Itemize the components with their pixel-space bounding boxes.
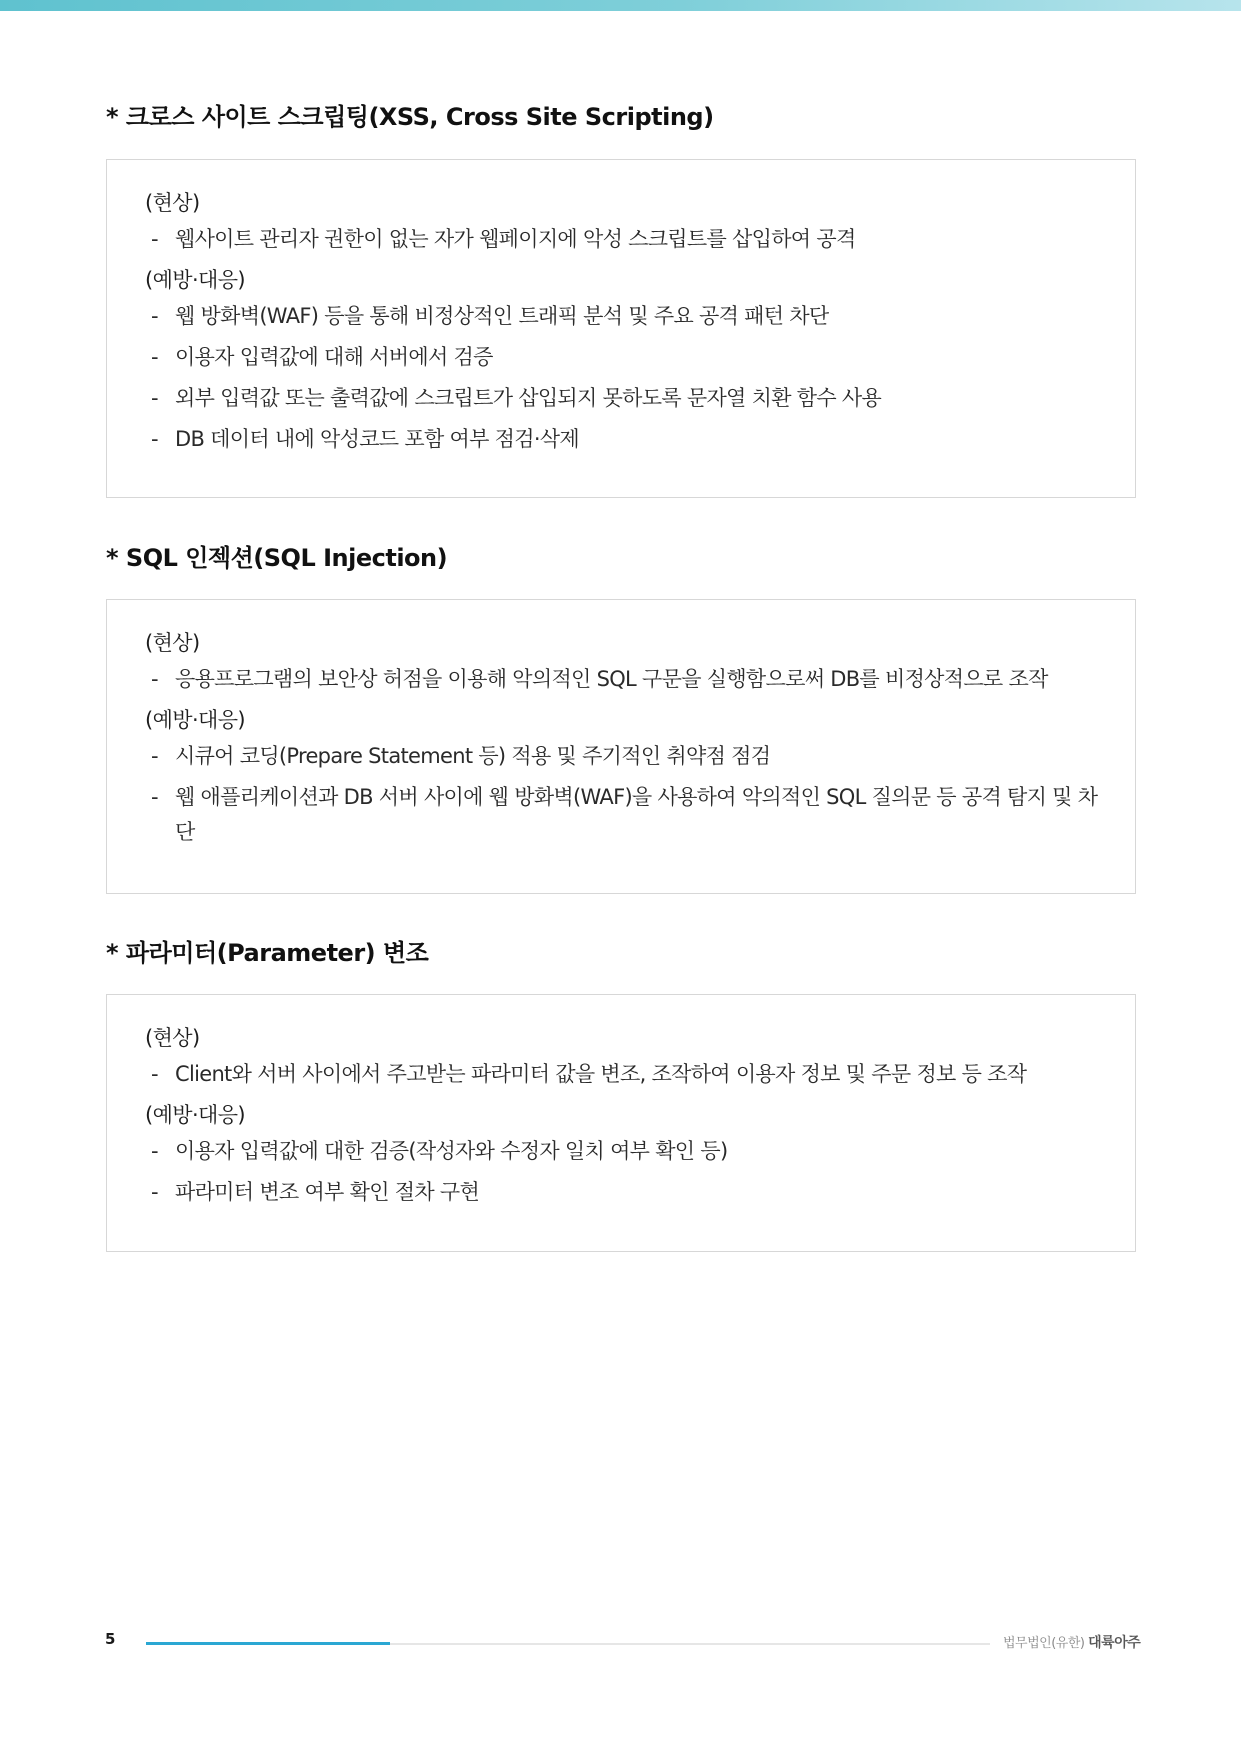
list-item-text: 웹 애플리케이션과 DB 서버 사이에 웹 방화벽(WAF)을 사용하여 악의적인 SQL 질의문 등 공격 탐지 및 차단 — [175, 785, 1098, 844]
list-item-text: 이용자 입력값에 대한 검증(작성자와 수정자 일치 여부 확인 등) — [175, 1139, 728, 1163]
symptom-label: (현상) — [145, 191, 200, 215]
footer-progress-fill — [146, 1642, 390, 1645]
response-label: (예방·대응) — [145, 268, 246, 292]
list-item — [145, 422, 1099, 457]
section-parameter-tampering — [106, 936, 1136, 1204]
brand-name: 대륙아주 — [1088, 1635, 1141, 1651]
list-item-text: DB 데이터 내에 악성코드 포함 여부 점검·삭제 — [175, 427, 579, 451]
list-item-text: 외부 입력값 또는 출력값에 스크립트가 삽입되지 못하도록 문자열 치환 함수 사용 — [175, 386, 882, 410]
response-label: (예방·대응) — [145, 1103, 246, 1127]
symptom-list — [145, 1057, 1099, 1092]
list-item-text: 웹사이트 관리자 권한이 없는 자가 웹페이지에 악성 스크립트를 삽입하여 공격 — [175, 227, 856, 251]
brand-prefix: 법무법인(유한) — [1003, 1636, 1085, 1651]
dash-bullet: - — [151, 345, 158, 369]
dash-bullet: - — [151, 427, 158, 451]
list-item-text: 시큐어 코딩(Prepare Statement 등) 적용 및 주기적인 취약점 점검 — [175, 744, 771, 768]
section-box — [106, 159, 1136, 498]
list-item — [145, 222, 1099, 257]
section-heading: * SQL 인젝션(SQL Injection) — [106, 544, 448, 572]
section-box — [106, 994, 1136, 1252]
response-list — [145, 739, 1099, 850]
dash-bullet: - — [151, 304, 158, 328]
top-accent-bar — [0, 0, 1241, 11]
section-box — [106, 599, 1136, 894]
list-item — [145, 299, 1099, 334]
list-item — [145, 1175, 1099, 1210]
dash-bullet: - — [151, 744, 158, 768]
response-label: (예방·대응) — [145, 708, 246, 732]
list-item — [145, 739, 1099, 774]
list-item — [145, 1057, 1099, 1092]
symptom-list — [145, 662, 1099, 697]
list-item-text: 이용자 입력값에 대해 서버에서 검증 — [175, 345, 493, 369]
dash-bullet: - — [151, 1139, 158, 1163]
list-item-text: 파라미터 변조 여부 확인 절차 구현 — [175, 1180, 480, 1204]
dash-bullet: - — [151, 386, 158, 410]
section-heading: * 크로스 사이트 스크립팅(XSS, Cross Site Scripting) — [106, 103, 714, 131]
list-item-text: Client와 서버 사이에서 주고받는 파라미터 값을 변조, 조작하여 이용자 정보 및 주문 정보 등 조작 — [175, 1062, 1027, 1086]
symptom-list — [145, 222, 1099, 257]
response-list — [145, 299, 1099, 457]
list-item — [145, 1134, 1099, 1169]
dash-bullet: - — [151, 1062, 158, 1086]
dash-bullet: - — [151, 667, 158, 691]
list-item-text: 웹 방화벽(WAF) 등을 통해 비정상적인 트래픽 분석 및 주요 공격 패턴 차단 — [175, 304, 829, 328]
dash-bullet: - — [151, 785, 158, 809]
symptom-label: (현상) — [145, 631, 200, 655]
list-item — [145, 340, 1099, 375]
list-item — [145, 662, 1099, 697]
section-heading: * 파라미터(Parameter) 변조 — [106, 939, 429, 967]
list-item-text: 응용프로그램의 보안상 허점을 이용해 악의적인 SQL 구문을 실행함으로써 DB를 비정상적으로 조작 — [175, 667, 1048, 691]
footer-brand — [1003, 1632, 1140, 1652]
response-list — [145, 1134, 1099, 1210]
list-item — [145, 780, 1099, 850]
page-number: 5 — [105, 1630, 116, 1648]
dash-bullet: - — [151, 227, 158, 251]
symptom-label: (현상) — [145, 1026, 200, 1050]
section-xss — [106, 100, 1136, 451]
list-item — [145, 381, 1099, 416]
section-sql-injection — [106, 541, 1136, 844]
dash-bullet: - — [151, 1180, 158, 1204]
